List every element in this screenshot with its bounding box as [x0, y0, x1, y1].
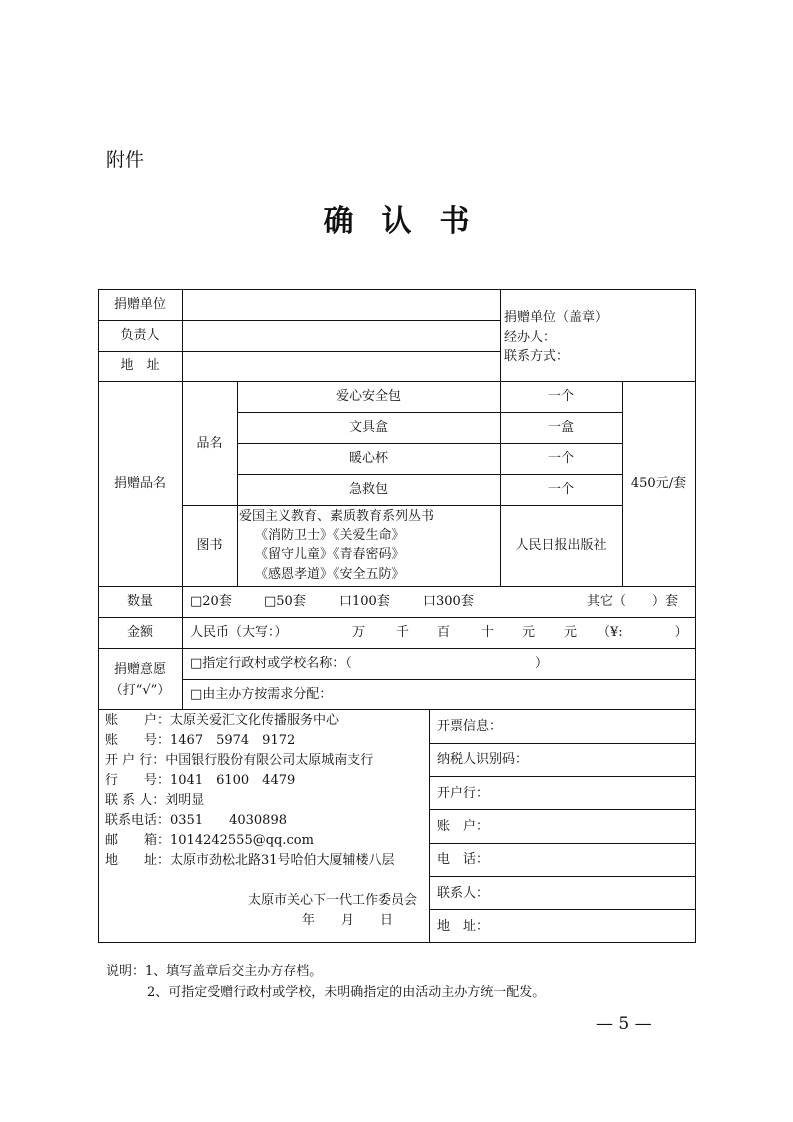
- bank-code: 行 号：1041 6100 4479: [105, 773, 296, 788]
- book-titles-line: 《留守儿童》《青春密码》: [255, 547, 405, 562]
- bank-account-number: 账 号：1467 5974 9172: [105, 733, 296, 748]
- bank-account-name: 账 户：太原关爱汇文化传播服务中心: [105, 713, 340, 728]
- book-titles-line: 《消防卫士》《关爱生命》: [255, 528, 405, 543]
- amount-yen: （¥: ）: [597, 625, 688, 640]
- address-label: 地 址: [120, 358, 160, 373]
- intention-allocated-option[interactable]: □由主办方按需求分配：: [190, 687, 333, 702]
- book-series-title: 爱国主义教育、素质教育系列丛书: [239, 509, 435, 524]
- bank-branch: 开 户 行：中国银行股份有限公司太原城南支行: [105, 753, 374, 768]
- book-titles-line: 《感恩孝道》《安全五防》: [255, 567, 405, 582]
- amount-unit: 元: [522, 625, 536, 640]
- set-price: 450元/套: [630, 476, 687, 491]
- quantity-option-20[interactable]: □20套: [190, 594, 232, 609]
- signature-date: 年 月 日: [302, 913, 394, 928]
- quantity-label: 数量: [126, 594, 153, 609]
- quantity-other[interactable]: 其它（ ）套: [587, 594, 679, 609]
- note-line-2: 2、可指定受赠行政村或学校，未明确指定的由活动主办方统一配发。: [147, 985, 546, 1000]
- publisher: 人民日报出版社: [515, 538, 607, 553]
- product-quantity: 一个: [547, 389, 574, 404]
- amount-rmb-text: 人民币（大写：）: [190, 625, 288, 640]
- donated-items-label: 捐赠品名: [113, 476, 166, 491]
- contact-address: 地 址：太原市劲松北路31号哈伯大厦辅楼八层: [105, 853, 395, 868]
- invoice-info-label: 开票信息：: [437, 719, 503, 734]
- product-quantity: 一盒: [547, 420, 574, 435]
- responsible-person-label: 负责人: [120, 328, 160, 343]
- quantity-option-300[interactable]: 口300套: [423, 594, 474, 609]
- attachment-label: 附件: [106, 149, 145, 171]
- product-name: 急救包: [348, 482, 388, 497]
- invoice-phone-label: 电 话：: [437, 852, 490, 867]
- amount-unit: 元: [564, 625, 578, 640]
- intention-label: 捐赠意愿: [113, 662, 166, 677]
- invoice-contact-label: 联系人：: [437, 886, 490, 901]
- contact-phone: 联系电话：0351 4030898: [105, 813, 287, 828]
- intention-close-paren: ）: [535, 656, 549, 671]
- contact-person: 联 系 人：刘明显: [105, 793, 205, 808]
- amount-unit: 万: [352, 625, 366, 640]
- donor-unit-label: 捐赠单位: [113, 297, 166, 312]
- document-title: 确认书: [323, 204, 498, 239]
- quantity-option-100[interactable]: 口100套: [339, 594, 390, 609]
- amount-unit: 千: [396, 625, 410, 640]
- amount-unit: 十: [481, 625, 495, 640]
- product-quantity: 一个: [547, 451, 574, 466]
- amount-label: 金额: [126, 625, 153, 640]
- contact-method-label: 联系方式：: [504, 349, 570, 364]
- amount-unit: 百: [437, 625, 451, 640]
- product-name: 暖心杯: [348, 451, 388, 466]
- books-label: 图书: [196, 538, 223, 553]
- product-name-label: 品名: [196, 436, 223, 451]
- intention-designated-option[interactable]: □指定行政村或学校名称：（: [190, 656, 352, 671]
- page-number: — 5 —: [596, 1014, 652, 1034]
- intention-tick-hint: （打“√”）: [109, 683, 171, 698]
- product-name: 文具盒: [348, 420, 388, 435]
- handler-label: 经办人：: [504, 330, 557, 345]
- note-line-1: 说明：1、填写盖章后交主办方存档。: [106, 964, 323, 979]
- invoice-address-label: 地 址：: [437, 919, 490, 934]
- product-name: 爱心安全包: [335, 389, 401, 404]
- organization-name: 太原市关心下一代工作委员会: [248, 893, 418, 908]
- invoice-bank-label: 开户行：: [437, 786, 490, 801]
- quantity-option-50[interactable]: □50套: [264, 594, 306, 609]
- invoice-account-label: 账 户：: [437, 819, 490, 834]
- donor-seal-label: 捐赠单位（盖章）: [504, 310, 609, 325]
- product-quantity: 一个: [547, 482, 574, 497]
- contact-email: 邮 箱：1014242555@qq.com: [105, 833, 314, 848]
- taxpayer-id-label: 纳税人识别码：: [437, 752, 529, 767]
